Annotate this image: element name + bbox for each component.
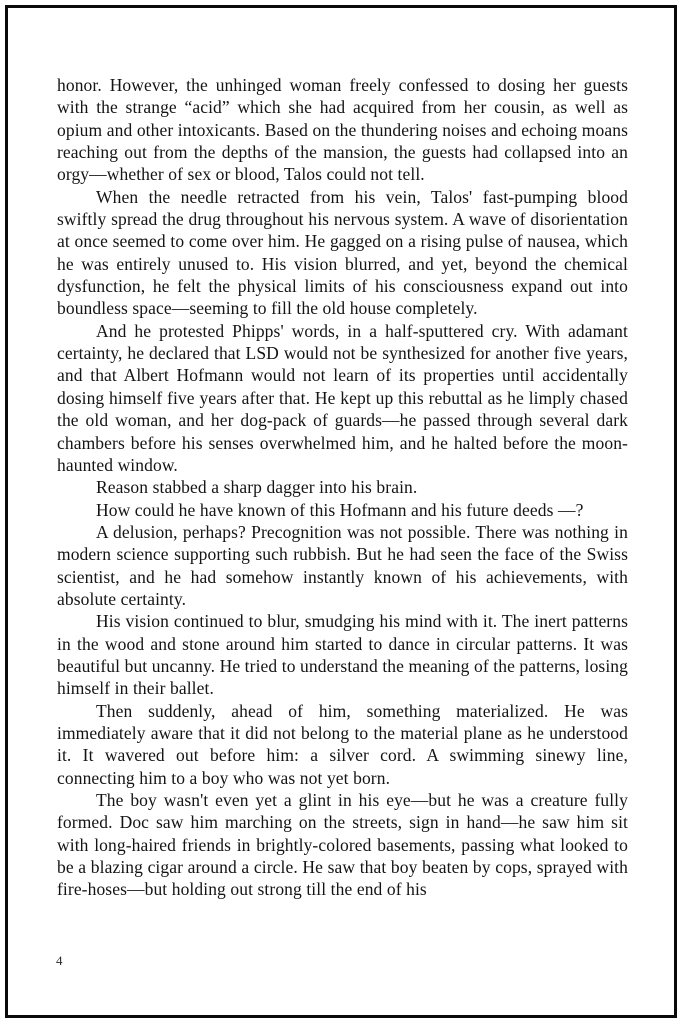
paragraph: The boy wasn't even yet a glint in his eye—but he was a creature fully formed. Doc saw him marching on the streets, sign in hand—he saw him sit with long-haired friends in brightly-colored basements, passing what looked to be a blazing cigar around a circle. He saw that boy beaten by cops, sprayed with fire-hoses—but holding out strong till the end of his [57,790,628,900]
paragraph: Then suddenly, ahead of him, something materialized. He was immediately aware that it did not belong to the material plane as he understood it. It wavered out before him: a silver cord. A swimming sinewy line, connecting him to a boy who was not yet born. [57,700,628,788]
paragraph: When the needle retracted from his vein, Talos' fast-pumping blood swiftly spread the drug throughout his nervous system. A wave of disorientation at once seemed to come over him. He gagged on a rising pulse of nausea, which he was entirely unused to. His vision blurred, and yet, beyond the chemical dysfunction, he felt the physical limits of his consciousness expand out into boundless space—seeming to fill the old house completely. [57,186,628,319]
paragraph: His vision continued to blur, smudging his mind with it. The inert patterns in the wood and stone around him started to dance in circular patterns. It was beautiful but uncanny. He tried to understand the meaning of the patterns, losing himself in their ballet. [57,611,628,699]
paragraph: A delusion, perhaps? Precognition was not possible. There was nothing in modern science supporting such rubbish. But he had seen the face of the Swiss scientist, and he had somehow instantly known of his achievements, with absolute certainty. [57,521,628,609]
paragraph: How could he have known of this Hofmann and his future deeds —? [96,499,584,520]
paragraph: honor. However, the unhinged woman freely confessed to dosing her guests with the strange “acid” which she had acquired from her cousin, as well as opium and other intoxicants. Based on the thundering noises and echoing moans reaching out from the depths of the mansion, the guests had collapsed into an orgy—whether of sex or blood, Talos could not tell. [57,75,628,185]
paragraph: Reason stabbed a sharp dagger into his brain. [96,477,418,498]
page-number: 4 [56,953,63,968]
body-text-column [57,74,628,901]
paragraph: And he protested Phipps' words, in a half-sputtered cry. With adamant certainty, he declared that LSD would not be synthesized for another five years, and that Albert Hofmann would not learn of its properties until accidentally dosing himself five years after that. He kept up this rebuttal as he limply chased the old woman, and her dog-pack of guards—he passed through several dark chambers before his senses overwhelmed him, and he halted before the moon-haunted window. [57,320,628,475]
